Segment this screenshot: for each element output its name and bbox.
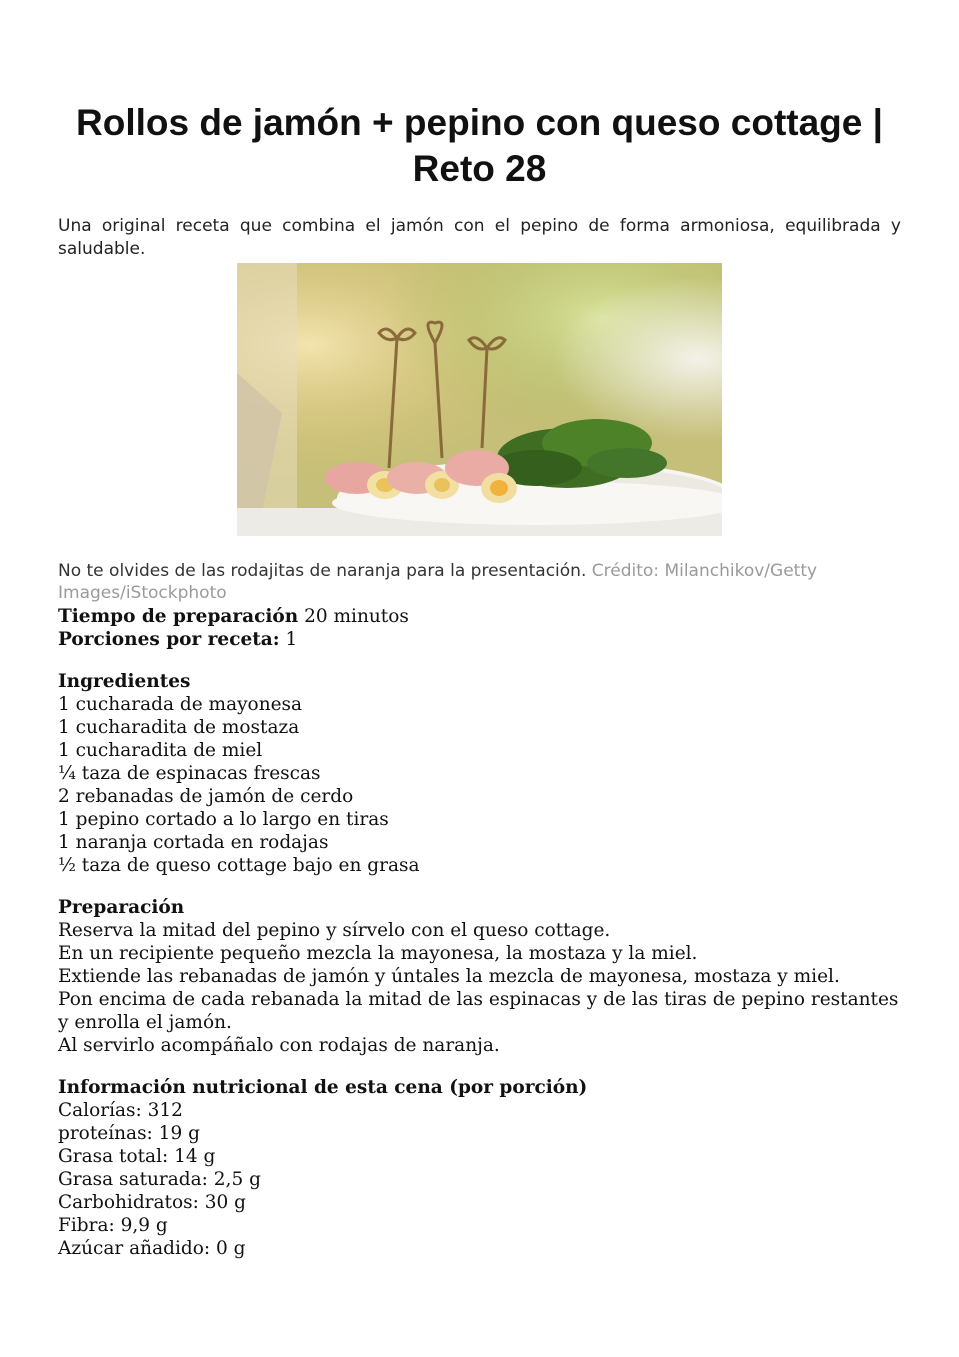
list-item: 1 cucharadita de mostaza bbox=[58, 717, 300, 738]
list-item: 1 cucharadita de miel bbox=[58, 740, 263, 761]
list-item: 1 naranja cortada en rodajas bbox=[58, 832, 329, 853]
prep-step: Extiende las rebanadas de jamón y úntales la mezcla de mayonesa, mostaza y miel. bbox=[58, 966, 840, 987]
intro-text: Una original receta que combina el jamón con el pepino de forma armoniosa, equilibrada y saludable. bbox=[58, 216, 901, 259]
prep-step: Pon encima de cada rebanada la mitad de las espinacas y de las tiras de pepino restantes y enrolla el jamón. bbox=[58, 989, 899, 1033]
prep-step: Al servirlo acompáñalo con rodajas de naranja. bbox=[58, 1035, 500, 1056]
list-item: 1 pepino cortado a lo largo en tiras bbox=[58, 809, 389, 830]
caption-text: No te olvides de las rodajitas de naranja para la presentación. bbox=[58, 561, 587, 581]
list-item: 2 rebanadas de jamón de cerdo bbox=[58, 786, 354, 807]
nutrition-item: Calorías: 312 bbox=[58, 1100, 183, 1121]
nutrition-item: Fibra: 9,9 g bbox=[58, 1215, 168, 1236]
recipe-photo bbox=[237, 263, 722, 536]
servings bbox=[58, 628, 901, 651]
servings-label: Porciones por receta: bbox=[58, 629, 280, 650]
recipe-body bbox=[58, 605, 901, 1260]
nutrition-item: Azúcar añadido: 0 g bbox=[58, 1238, 246, 1259]
prep-time-value: 20 minutos bbox=[304, 606, 409, 627]
page-title: Rollos de jamón + pepino con queso cottage | Reto 28 bbox=[76, 102, 883, 189]
list-item: ¼ taza de espinacas frescas bbox=[58, 763, 321, 784]
nutrition-item: Grasa total: 14 g bbox=[58, 1146, 216, 1167]
nutrition-item: Carbohidratos: 30 g bbox=[58, 1192, 246, 1213]
prep-step: En un recipiente pequeño mezcla la mayonesa, la mostaza y la miel. bbox=[58, 943, 698, 964]
list-item: ½ taza de queso cottage bajo en grasa bbox=[58, 855, 420, 876]
list-item: 1 cucharada de mayonesa bbox=[58, 694, 303, 715]
nutrition-item: Grasa saturada: 2,5 g bbox=[58, 1169, 261, 1190]
nutrition-item: proteínas: 19 g bbox=[58, 1123, 200, 1144]
servings-value: 1 bbox=[285, 629, 298, 650]
photo-credit: Crédito: Milanchikov/Getty Images/iStockphoto bbox=[58, 561, 818, 603]
nutrition-heading: Información nutricional de esta cena (por porción) bbox=[58, 1077, 588, 1098]
prep-step: Reserva la mitad del pepino y sírvelo con el queso cottage. bbox=[58, 920, 611, 941]
ingredients-heading: Ingredientes bbox=[58, 671, 191, 692]
prep-time-label: Tiempo de preparación bbox=[58, 606, 299, 627]
preparation-heading: Preparación bbox=[58, 897, 185, 918]
photo-caption bbox=[58, 560, 901, 604]
prep-time bbox=[58, 605, 901, 628]
